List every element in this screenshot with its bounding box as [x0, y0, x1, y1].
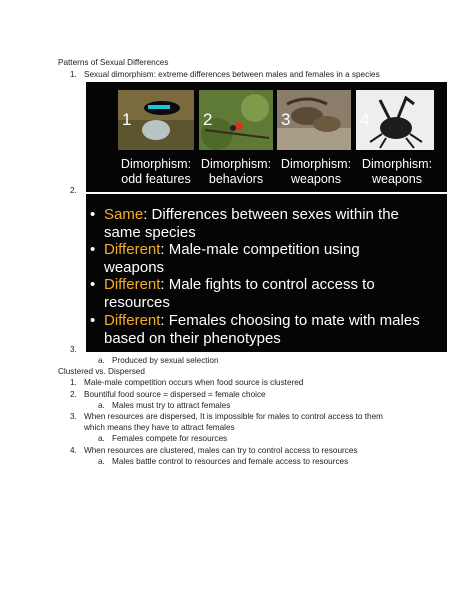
list-item-text: which means they have to attract females	[84, 423, 235, 432]
section-heading: Patterns of Sexual Differences	[58, 58, 169, 67]
fighting-animals-photo	[277, 90, 351, 150]
list-item-text: Male-male competition occurs when food source is clustered	[84, 378, 304, 387]
horned-beetle-photo	[356, 90, 434, 150]
image-number: 3	[281, 110, 291, 129]
list-number: 2.	[70, 390, 77, 399]
list-number: a.	[98, 457, 105, 466]
list-item-text: Bountiful food source = dispersed = female choice	[84, 390, 266, 399]
image-caption: Dimorphism: weapons	[361, 157, 433, 186]
image-number: 4	[360, 110, 370, 129]
list-number: a.	[98, 401, 105, 410]
slide-bullet: • Different: Females choosing to mate with males based on their phenotypes	[90, 312, 420, 347]
list-number: a.	[98, 356, 105, 365]
slide-bullet: • Same: Differences between sexes within the same species	[90, 206, 399, 241]
bird-of-paradise-photo	[118, 90, 194, 150]
slide-image-panel	[86, 82, 447, 192]
list-item-text: Males must try to attract females	[112, 401, 231, 410]
slide-bullet: • Different: Male fights to control access to resources	[90, 276, 375, 311]
bird-on-branch-photo	[199, 90, 273, 150]
list-number: 4.	[70, 446, 77, 455]
image-number: 2	[203, 110, 213, 129]
slide-bullet: • Different: Male-male competition using weapons	[90, 241, 360, 276]
image-caption: Dimorphism: odd features	[120, 157, 192, 186]
list-item-text: Produced by sexual selection	[112, 356, 219, 365]
list-item-text: When resources are clustered, males can try to control access to resources	[84, 446, 358, 455]
list-item-text: When resources are dispersed, It is impossible for males to control access to them	[84, 412, 383, 421]
image-number: 1	[122, 110, 132, 129]
image-caption: Dimorphism: weapons	[280, 157, 352, 186]
list-item-text: Sexual dimorphism: extreme differences between males and females in a species	[84, 70, 380, 79]
section-heading: Clustered vs. Dispersed	[58, 367, 145, 376]
list-number: 3.	[70, 345, 77, 354]
list-item-text: Females compete for resources	[112, 434, 228, 443]
list-item-text: Males battle control to resources and female access to resources	[112, 457, 349, 466]
image-caption: Dimorphism: behaviors	[200, 157, 272, 186]
list-number: 1.	[70, 70, 77, 79]
list-number: 1.	[70, 378, 77, 387]
list-number: 2.	[70, 186, 77, 195]
list-number: 3.	[70, 412, 77, 421]
list-number: a.	[98, 434, 105, 443]
